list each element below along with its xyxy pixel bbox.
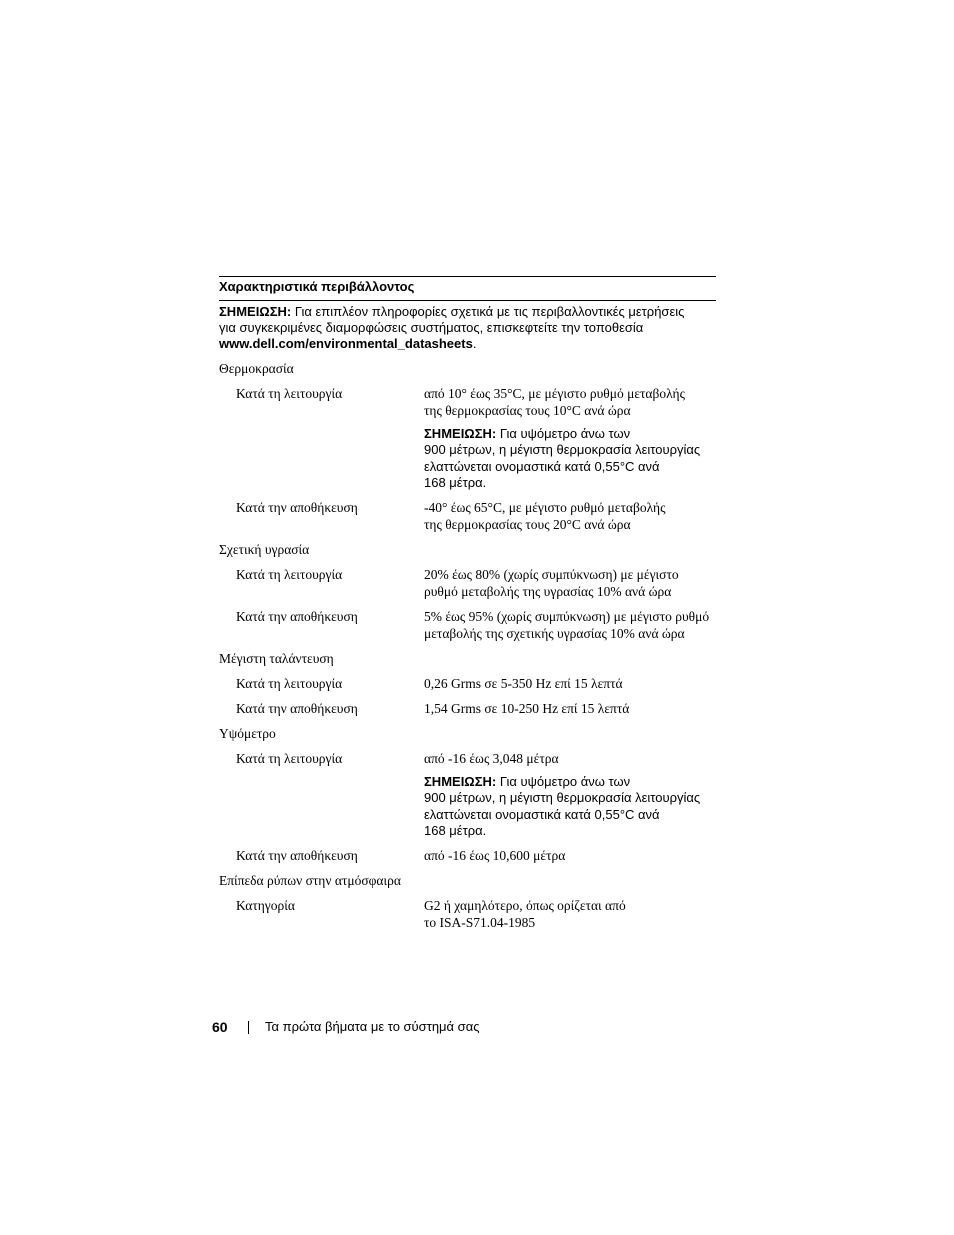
value-line: της θερμοκρασίας τους 20°C ανά ώρα: [424, 517, 631, 532]
altitude-note: [424, 774, 716, 839]
note-text-line: 168 μέτρα.: [424, 474, 487, 490]
value-humidity-storage: [424, 608, 716, 642]
label-altitude-operating: Κατά τη λειτουργία: [236, 751, 343, 766]
note-text-line: Για επιπλέον πληροφορίες σχετικά με τις περιβαλλοντικές μετρήσεις: [291, 304, 685, 319]
value-temp-operating: [424, 385, 716, 419]
datasheets-link[interactable]: www.dell.com/environmental_datasheets: [219, 336, 473, 351]
label-humidity-operating: Κατά τη λειτουργία: [236, 567, 343, 582]
category-temperature: Θερμοκρασία: [219, 361, 294, 376]
value-line: 5% έως 95% (χωρίς συμπύκνωση) με μέγιστο ρυθμό: [424, 609, 710, 624]
page-number: 60: [212, 1019, 228, 1035]
note-text-line: 168 μέτρα.: [424, 822, 487, 838]
note-text-line: 900 μέτρων, η μέγιστη θερμοκρασία λειτουργίας: [424, 442, 701, 458]
intro-note: [219, 304, 716, 352]
top-rule: [219, 276, 716, 277]
footer-title: Τα πρώτα βήματα με το σύστημά σας: [265, 1019, 480, 1034]
value-line: -40° έως 65°C, με μέγιστο ρυθμό μεταβολής: [424, 500, 666, 515]
note-suffix: .: [472, 336, 477, 351]
value-line: 20% έως 80% (χωρίς συμπύκνωση) με μέγιστο: [424, 567, 679, 582]
value-humidity-operating: [424, 566, 716, 600]
temp-altitude-note: [424, 426, 716, 491]
note-text-line: Για υψόμετρο άνω των: [496, 426, 631, 441]
footer-divider: [248, 1021, 249, 1034]
label-humidity-storage: Κατά την αποθήκευση: [236, 609, 358, 624]
label-class: Κατηγορία: [236, 898, 295, 913]
value-vibration-operating: 0,26 Grms σε 5-350 Hz επί 15 λεπτά: [424, 676, 623, 691]
note-label: ΣΗΜΕΙΩΣΗ:: [424, 774, 497, 789]
label-vibration-storage: Κατά την αποθήκευση: [236, 701, 358, 716]
value-line: G2 ή χαμηλότερο, όπως ορίζεται από: [424, 898, 626, 913]
category-altitude: Υψόμετρο: [219, 726, 276, 741]
value-vibration-storage: 1,54 Grms σε 10-250 Hz επί 15 λεπτά: [424, 701, 630, 716]
note-text-line: ελαττώνεται ονομαστικά κατά 0,55°C ανά: [424, 806, 660, 822]
note-text-line: ελαττώνεται ονομαστικά κατά 0,55°C ανά: [424, 458, 660, 474]
label-temp-operating: Κατά τη λειτουργία: [236, 386, 343, 401]
category-contaminants: Επίπεδα ρύπων στην ατμόσφαιρα: [219, 873, 401, 888]
value-altitude-storage: από -16 έως 10,600 μέτρα: [424, 848, 566, 863]
note-label: ΣΗΜΕΙΩΣΗ:: [219, 304, 292, 319]
note-label: ΣΗΜΕΙΩΣΗ:: [424, 426, 497, 441]
category-vibration: Μέγιστη ταλάντευση: [219, 651, 334, 666]
category-humidity: Σχετική υγρασία: [219, 542, 310, 557]
section-title: Χαρακτηριστικά περιβάλλοντος: [219, 279, 415, 294]
label-temp-storage: Κατά την αποθήκευση: [236, 500, 358, 515]
value-altitude-operating: από -16 έως 3,048 μέτρα: [424, 751, 559, 766]
label-vibration-operating: Κατά τη λειτουργία: [236, 676, 343, 691]
value-line: μεταβολής της σχετικής υγρασίας 10% ανά ώρα: [424, 626, 685, 641]
value-contaminants-class: [424, 897, 716, 931]
value-line: ρυθμό μεταβολής της υγρασίας 10% ανά ώρα: [424, 584, 672, 599]
value-line: το ISA-S71.04-1985: [424, 915, 536, 930]
note-text-line: για συγκεκριμένες διαμορφώσεις συστήματος, επισκεφτείτε την τοποθεσία: [219, 320, 644, 335]
header-bottom-rule: [219, 300, 716, 301]
note-text-line: 900 μέτρων, η μέγιστη θερμοκρασία λειτουργίας: [424, 790, 701, 806]
value-line: της θερμοκρασίας τους 10°C ανά ώρα: [424, 403, 631, 418]
value-line: από 10° έως 35°C, με μέγιστο ρυθμό μεταβολής: [424, 386, 685, 401]
note-text-line: Για υψόμετρο άνω των: [496, 774, 631, 789]
value-temp-storage: [424, 499, 716, 533]
label-altitude-storage: Κατά την αποθήκευση: [236, 848, 358, 863]
